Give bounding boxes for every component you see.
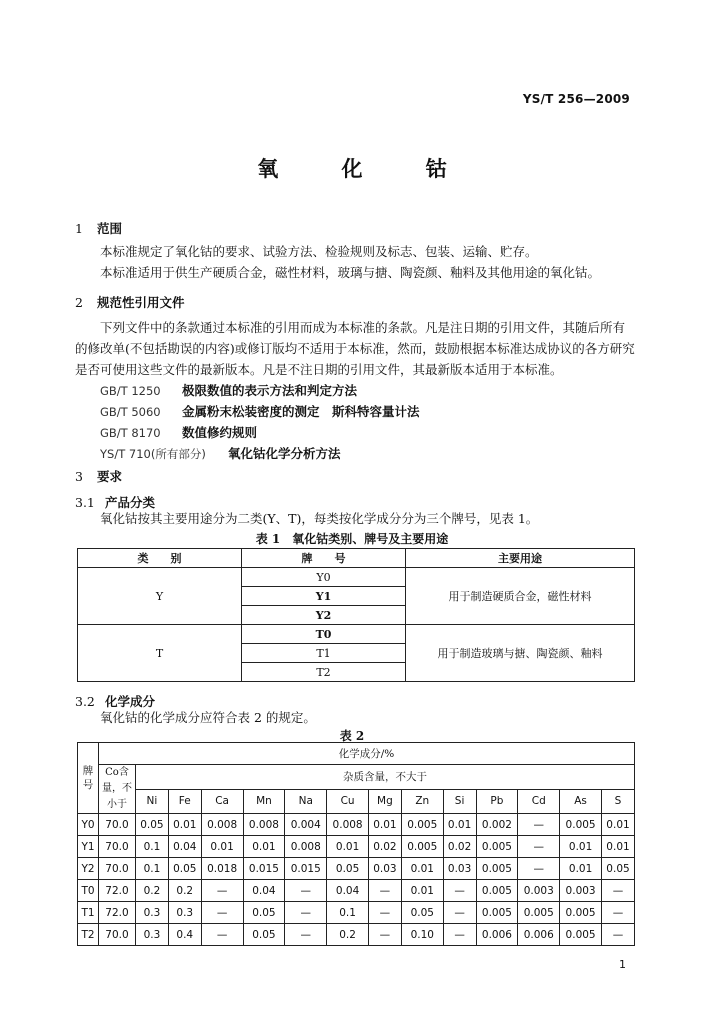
impurity-value-cell: 0.03 <box>369 858 402 880</box>
reference-code: YS/T 710(所有部分) <box>100 447 206 461</box>
impurity-value-cell: 0.3 <box>136 924 169 946</box>
impurity-value-cell: 0.01 <box>168 814 201 836</box>
impurity-value-cell: 0.2 <box>168 880 201 902</box>
column-header: 主要用途 <box>406 549 635 568</box>
impurity-value-cell: 0.03 <box>443 858 476 880</box>
composition-header: 化学成分/% <box>99 743 635 765</box>
co-value-cell: 72.0 <box>99 880 136 902</box>
co-value-cell: 70.0 <box>99 924 136 946</box>
reference-name: 数值修约规则 <box>182 425 258 440</box>
impurity-value-cell: 0.1 <box>136 836 169 858</box>
impurity-value-cell: 0.008 <box>243 814 285 836</box>
impurity-value-cell: — <box>201 880 243 902</box>
impurity-value-cell: 0.02 <box>443 836 476 858</box>
reference-item <box>100 423 257 441</box>
impurity-value-cell: — <box>369 902 402 924</box>
reference-item <box>100 381 357 399</box>
impurity-value-cell: 0.1 <box>136 858 169 880</box>
grade-cell: T2 <box>242 663 406 682</box>
grade-cell: Y1 <box>78 836 99 858</box>
impurity-value-cell: 0.3 <box>136 902 169 924</box>
use-cell: 用于制造硬质合金，磁性材料 <box>406 568 635 625</box>
table-row <box>78 880 635 902</box>
impurity-value-cell: 0.05 <box>243 902 285 924</box>
impurity-value-cell: 0.005 <box>560 814 602 836</box>
reference-code: GB/T 1250 <box>100 384 161 398</box>
reference-name: 极限数值的表示方法和判定方法 <box>182 383 358 398</box>
impurity-value-cell: 0.01 <box>201 836 243 858</box>
table-1-caption: 表 1 氧化钴类别、牌号及主要用途 <box>255 532 449 546</box>
impurity-value-cell: — <box>285 880 327 902</box>
section-title: 产品分类 <box>105 495 156 510</box>
impurity-value-cell: 0.004 <box>285 814 327 836</box>
impurity-value-cell: 0.008 <box>285 836 327 858</box>
impurity-value-cell: 0.10 <box>401 924 443 946</box>
column-header: 牌 号 <box>242 549 406 568</box>
grade-cell: T1 <box>78 902 99 924</box>
impurity-value-cell: 0.008 <box>201 814 243 836</box>
impurity-value-cell: 0.005 <box>476 902 518 924</box>
grade-header: 牌号 <box>78 743 99 814</box>
table-header-row <box>78 743 635 765</box>
use-cell: 用于制造玻璃与搪、陶瓷颜、釉料 <box>406 625 635 682</box>
impurity-value-cell: — <box>201 924 243 946</box>
impurity-value-cell: 0.003 <box>518 880 560 902</box>
impurity-value-cell: — <box>602 880 635 902</box>
reference-name: 金属粉末松装密度的测定 斯科特容量计法 <box>182 404 420 419</box>
impurity-value-cell: — <box>369 880 402 902</box>
grade-cell: T1 <box>242 644 406 663</box>
grade-cell: Y1 <box>242 587 406 606</box>
impurity-value-cell: 0.01 <box>327 836 369 858</box>
impurity-value-cell: 0.005 <box>401 814 443 836</box>
impurity-value-cell: 0.3 <box>168 902 201 924</box>
section-number: 2 <box>75 295 83 310</box>
impurity-value-cell: 0.006 <box>476 924 518 946</box>
co-value-cell: 72.0 <box>99 902 136 924</box>
section-1-paragraph-2: 本标准适用于供生产硬质合金，磁性材料，玻璃与搪、陶瓷颜、釉料及其他用途的氧化钴。 <box>100 265 601 280</box>
impurity-value-cell: 0.01 <box>560 836 602 858</box>
reference-code: GB/T 8170 <box>100 426 161 440</box>
table-row <box>78 924 635 946</box>
element-header: Mg <box>369 789 402 814</box>
table-row <box>78 568 635 587</box>
section-number: 3 <box>75 469 83 484</box>
impurity-value-cell: 0.003 <box>560 880 602 902</box>
impurity-value-cell: 0.01 <box>401 880 443 902</box>
impurity-value-cell: — <box>518 814 560 836</box>
standard-code: YS/T 256—2009 <box>522 92 630 106</box>
impurity-value-cell: 0.05 <box>168 858 201 880</box>
impurity-value-cell: 0.01 <box>243 836 285 858</box>
impurity-value-cell: 0.005 <box>560 924 602 946</box>
element-header: Pb <box>476 789 518 814</box>
reference-name: 氧化钴化学分析方法 <box>228 446 341 461</box>
impurity-value-cell: 0.01 <box>560 858 602 880</box>
section-title: 规范性引用文件 <box>97 295 185 310</box>
section-title: 化学成分 <box>105 694 156 709</box>
impurity-value-cell: 0.01 <box>369 814 402 836</box>
impurity-value-cell: 0.05 <box>327 858 369 880</box>
impurity-value-cell: — <box>285 902 327 924</box>
impurity-value-cell: 0.01 <box>602 814 635 836</box>
element-header: Cu <box>327 789 369 814</box>
document-title: 氧 化 钴 <box>257 156 475 181</box>
impurity-value-cell: 0.005 <box>401 836 443 858</box>
section-title: 要求 <box>97 469 123 484</box>
category-cell: Y <box>78 568 242 625</box>
section-1-paragraph-1: 本标准规定了氧化钴的要求、试验方法、检验规则及标志、包装、运输、贮存。 <box>100 244 538 259</box>
impurity-value-cell: — <box>369 924 402 946</box>
table-header-row <box>78 549 635 568</box>
impurity-value-cell: 0.05 <box>401 902 443 924</box>
section-number: 1 <box>75 221 83 236</box>
grade-cell: Y0 <box>242 568 406 587</box>
table-row <box>78 836 635 858</box>
co-value-cell: 70.0 <box>99 836 136 858</box>
impurity-value-cell: 0.05 <box>136 814 169 836</box>
section-2-paragraph: 下列文件中的条款通过本标准的引用而成为本标准的条款。凡是注日期的引用文件，其随后所有的修改单(不包括勘误的内容)或修订版均不适用于本标准，然而，鼓励根据本标准达成协议的各方研究是否可使用这些文件的最新版本。凡是不注日期的引用文件，其最新版本适用于本标准。 <box>75 320 635 377</box>
section-1-heading <box>75 219 122 237</box>
impurity-value-cell: 0.04 <box>168 836 201 858</box>
element-header: Fe <box>168 789 201 814</box>
grade-cell: Y0 <box>78 814 99 836</box>
section-number: 3.1 <box>75 495 95 510</box>
impurity-header: 杂质含量，不大于 <box>136 765 635 790</box>
impurity-value-cell: — <box>201 902 243 924</box>
table-row <box>78 902 635 924</box>
element-header: Mn <box>243 789 285 814</box>
column-header: 类 别 <box>78 549 242 568</box>
impurity-value-cell: 0.01 <box>443 814 476 836</box>
grade-cell: T0 <box>78 880 99 902</box>
section-title: 范围 <box>97 221 123 236</box>
section-number: 3.2 <box>75 694 95 709</box>
impurity-value-cell: — <box>518 858 560 880</box>
grade-cell: T0 <box>242 625 406 644</box>
page-number: 1 <box>619 958 626 971</box>
table-2-caption: 表 2 <box>339 729 365 743</box>
impurity-value-cell: 0.005 <box>476 858 518 880</box>
section-2-heading <box>75 293 185 311</box>
impurity-value-cell: 0.4 <box>168 924 201 946</box>
impurity-value-cell: — <box>602 902 635 924</box>
element-header: As <box>560 789 602 814</box>
reference-code: GB/T 5060 <box>100 405 161 419</box>
impurity-value-cell: 0.05 <box>602 858 635 880</box>
impurity-value-cell: — <box>443 924 476 946</box>
impurity-value-cell: 0.2 <box>136 880 169 902</box>
grade-cell: Y2 <box>242 606 406 625</box>
element-header: S <box>602 789 635 814</box>
impurity-value-cell: 0.2 <box>327 924 369 946</box>
element-header: Cd <box>518 789 560 814</box>
element-header: Si <box>443 789 476 814</box>
impurity-value-cell: — <box>518 836 560 858</box>
impurity-value-cell: 0.05 <box>243 924 285 946</box>
impurity-value-cell: 0.015 <box>243 858 285 880</box>
impurity-value-cell: 0.015 <box>285 858 327 880</box>
co-value-cell: 70.0 <box>99 858 136 880</box>
table-row <box>78 814 635 836</box>
impurity-value-cell: — <box>443 880 476 902</box>
impurity-value-cell: 0.005 <box>476 880 518 902</box>
co-value-cell: 70.0 <box>99 814 136 836</box>
table-row <box>78 858 635 880</box>
section-3-heading <box>75 467 122 485</box>
impurity-value-cell: 0.006 <box>518 924 560 946</box>
element-header: Ca <box>201 789 243 814</box>
reference-item <box>100 402 420 420</box>
impurity-value-cell: — <box>602 924 635 946</box>
table-row <box>78 625 635 644</box>
impurity-value-cell: 0.002 <box>476 814 518 836</box>
reference-item <box>100 444 341 462</box>
section-3-2-paragraph: 氧化钴的化学成分应符合表 2 的规定。 <box>100 710 316 725</box>
table-1 <box>77 548 635 682</box>
element-header: Zn <box>401 789 443 814</box>
table-header-row <box>78 765 635 790</box>
impurity-value-cell: 0.01 <box>602 836 635 858</box>
impurity-value-cell: 0.01 <box>401 858 443 880</box>
impurity-value-cell: 0.018 <box>201 858 243 880</box>
impurity-value-cell: 0.005 <box>476 836 518 858</box>
category-cell: T <box>78 625 242 682</box>
impurity-value-cell: 0.1 <box>327 902 369 924</box>
impurity-value-cell: 0.04 <box>327 880 369 902</box>
impurity-value-cell: 0.04 <box>243 880 285 902</box>
impurity-value-cell: — <box>285 924 327 946</box>
element-header-row <box>78 789 635 814</box>
impurity-value-cell: 0.005 <box>518 902 560 924</box>
co-header: Co含量，不小于 <box>99 765 136 814</box>
impurity-value-cell: 0.005 <box>560 902 602 924</box>
grade-cell: T2 <box>78 924 99 946</box>
element-header: Ni <box>136 789 169 814</box>
section-3-1-paragraph: 氧化钴按其主要用途分为二类(Y、T)，每类按化学成分分为三个牌号，见表 1。 <box>100 511 539 526</box>
grade-cell: Y2 <box>78 858 99 880</box>
impurity-value-cell: 0.02 <box>369 836 402 858</box>
element-header: Na <box>285 789 327 814</box>
impurity-value-cell: — <box>443 902 476 924</box>
table-2 <box>77 742 635 946</box>
impurity-value-cell: 0.008 <box>327 814 369 836</box>
